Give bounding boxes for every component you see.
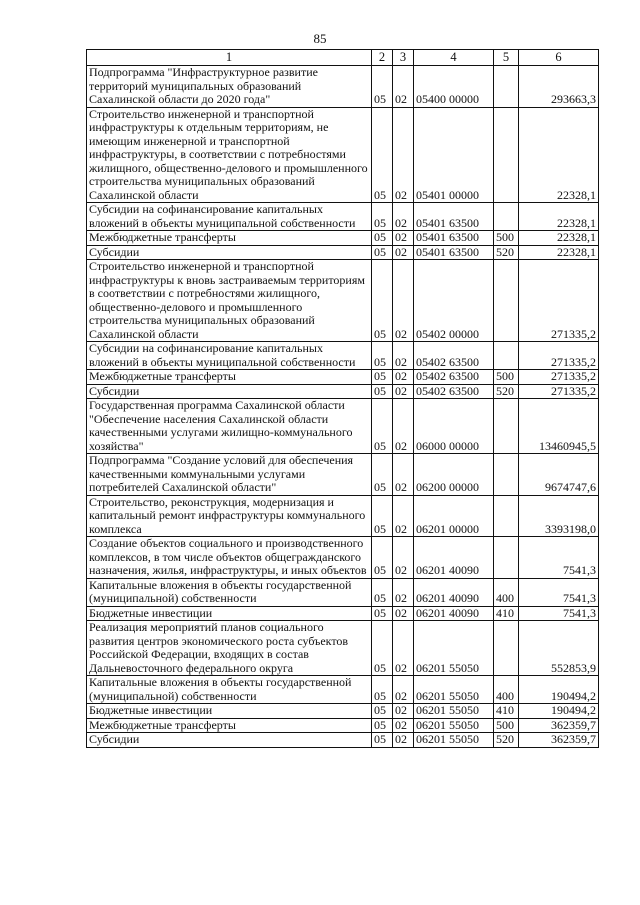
row-target-article-code: 05402 00000 (414, 260, 494, 342)
row-section-code: 05 (372, 578, 393, 606)
table-row (87, 537, 599, 579)
row-description: Создание объектов социального и производственного комплексов, в том числе объектов общегражданского назначения, жилья, инфраструктуры, и иных объектов (87, 537, 372, 579)
row-section-code: 05 (372, 107, 393, 203)
row-description: Межбюджетные трансферты (87, 231, 372, 246)
row-target-article-code: 05402 63500 (414, 342, 494, 370)
row-target-article-code: 06201 40090 (414, 606, 494, 621)
table-row (87, 231, 599, 246)
row-subsection-code: 02 (393, 718, 414, 733)
row-expense-type-code: 500 (494, 231, 519, 246)
row-target-article-code: 06201 55050 (414, 621, 494, 676)
table-row (87, 342, 599, 370)
column-header-5: 5 (494, 50, 519, 66)
row-target-article-code: 06201 55050 (414, 718, 494, 733)
row-description: Капитальные вложения в объекты государственной (муниципальной) собственности (87, 578, 372, 606)
row-target-article-code: 06201 40090 (414, 537, 494, 579)
row-section-code: 05 (372, 733, 393, 748)
row-amount: 9674747,6 (519, 454, 599, 496)
row-section-code: 05 (372, 66, 393, 108)
row-expense-type-code (494, 260, 519, 342)
row-section-code: 05 (372, 606, 393, 621)
budget-table (86, 49, 599, 748)
row-amount: 190494,2 (519, 704, 599, 719)
row-section-code: 05 (372, 245, 393, 260)
row-section-code: 05 (372, 203, 393, 231)
table-row (87, 454, 599, 496)
table-row (87, 704, 599, 719)
row-section-code: 05 (372, 454, 393, 496)
row-expense-type-code: 400 (494, 578, 519, 606)
row-section-code: 05 (372, 231, 393, 246)
column-header-4: 4 (414, 50, 494, 66)
row-expense-type-code (494, 66, 519, 108)
table-row (87, 370, 599, 385)
row-subsection-code: 02 (393, 107, 414, 203)
row-section-code: 05 (372, 384, 393, 399)
row-description: Бюджетные инвестиции (87, 606, 372, 621)
row-amount: 190494,2 (519, 676, 599, 704)
row-amount: 7541,3 (519, 578, 599, 606)
row-subsection-code: 02 (393, 704, 414, 719)
row-target-article-code: 05401 00000 (414, 107, 494, 203)
table-row (87, 718, 599, 733)
row-expense-type-code: 410 (494, 704, 519, 719)
table-row (87, 578, 599, 606)
row-expense-type-code: 500 (494, 370, 519, 385)
row-subsection-code: 02 (393, 733, 414, 748)
row-subsection-code: 02 (393, 606, 414, 621)
row-expense-type-code (494, 203, 519, 231)
row-section-code: 05 (372, 621, 393, 676)
row-amount: 22328,1 (519, 245, 599, 260)
row-target-article-code: 06201 00000 (414, 495, 494, 537)
row-amount: 22328,1 (519, 231, 599, 246)
row-subsection-code: 02 (393, 342, 414, 370)
row-target-article-code: 06201 55050 (414, 676, 494, 704)
row-section-code: 05 (372, 537, 393, 579)
row-description: Межбюджетные трансферты (87, 370, 372, 385)
column-header-3: 3 (393, 50, 414, 66)
row-target-article-code: 05401 63500 (414, 245, 494, 260)
row-description: Субсидии (87, 384, 372, 399)
column-header-2: 2 (372, 50, 393, 66)
row-target-article-code: 05401 63500 (414, 203, 494, 231)
row-expense-type-code (494, 454, 519, 496)
row-target-article-code: 05402 63500 (414, 384, 494, 399)
row-description: Капитальные вложения в объекты государственной (муниципальной) собственности (87, 676, 372, 704)
table-row (87, 399, 599, 454)
row-subsection-code: 02 (393, 203, 414, 231)
row-amount: 7541,3 (519, 606, 599, 621)
row-target-article-code: 05400 00000 (414, 66, 494, 108)
row-subsection-code: 02 (393, 676, 414, 704)
column-header-1: 1 (87, 50, 372, 66)
row-expense-type-code: 520 (494, 245, 519, 260)
row-target-article-code: 06201 55050 (414, 733, 494, 748)
table-header-row (87, 50, 599, 66)
row-subsection-code: 02 (393, 621, 414, 676)
row-section-code: 05 (372, 370, 393, 385)
row-target-article-code: 06200 00000 (414, 454, 494, 496)
row-subsection-code: 02 (393, 399, 414, 454)
row-amount: 271335,2 (519, 260, 599, 342)
row-description: Подпрограмма "Создание условий для обеспечения качественными коммунальными услугами потребителей Сахалинской области" (87, 454, 372, 496)
row-section-code: 05 (372, 260, 393, 342)
row-target-article-code: 06201 40090 (414, 578, 494, 606)
row-expense-type-code: 500 (494, 718, 519, 733)
table-row (87, 245, 599, 260)
row-amount: 22328,1 (519, 107, 599, 203)
row-expense-type-code: 520 (494, 733, 519, 748)
row-description: Подпрограмма "Инфраструктурное развитие территорий муниципальных образований Сахалинской области до 2020 года" (87, 66, 372, 108)
row-amount: 362359,7 (519, 718, 599, 733)
row-expense-type-code: 520 (494, 384, 519, 399)
row-section-code: 05 (372, 704, 393, 719)
row-section-code: 05 (372, 676, 393, 704)
row-subsection-code: 02 (393, 370, 414, 385)
row-expense-type-code: 400 (494, 676, 519, 704)
row-expense-type-code (494, 621, 519, 676)
row-subsection-code: 02 (393, 495, 414, 537)
row-description: Бюджетные инвестиции (87, 704, 372, 719)
row-amount: 7541,3 (519, 537, 599, 579)
row-section-code: 05 (372, 342, 393, 370)
row-description: Субсидии на софинансирование капитальных вложений в объекты муниципальной собственности (87, 342, 372, 370)
row-subsection-code: 02 (393, 454, 414, 496)
row-description: Субсидии (87, 733, 372, 748)
row-amount: 552853,9 (519, 621, 599, 676)
row-amount: 271335,2 (519, 342, 599, 370)
row-section-code: 05 (372, 718, 393, 733)
row-description: Реализация мероприятий планов социального развития центров экономического роста субъектов Российской Федерации, входящих в состав Дальневосточного федерального округа (87, 621, 372, 676)
table-row (87, 384, 599, 399)
row-expense-type-code (494, 399, 519, 454)
row-description: Строительство, реконструкция, модернизация и капитальный ремонт инфраструктуры коммунального комплекса (87, 495, 372, 537)
row-description: Строительство инженерной и транспортной инфраструктуры к вновь застраиваемым территориям в соответствии с потребностями жилищного, общественно-делового и промышленного строительства муниципальных образований Сахалинской области (87, 260, 372, 342)
row-expense-type-code (494, 495, 519, 537)
page-number: 85 (313, 31, 327, 46)
row-section-code: 05 (372, 495, 393, 537)
table-row (87, 676, 599, 704)
row-target-article-code: 06201 55050 (414, 704, 494, 719)
table-row (87, 203, 599, 231)
row-expense-type-code (494, 537, 519, 579)
row-amount: 362359,7 (519, 733, 599, 748)
table-row (87, 733, 599, 748)
row-amount: 293663,3 (519, 66, 599, 108)
row-description: Субсидии на софинансирование капитальных вложений в объекты муниципальной собственности (87, 203, 372, 231)
row-target-article-code: 05402 63500 (414, 370, 494, 385)
row-description: Субсидии (87, 245, 372, 260)
row-section-code: 05 (372, 399, 393, 454)
table-row (87, 621, 599, 676)
row-amount: 13460945,5 (519, 399, 599, 454)
row-expense-type-code (494, 107, 519, 203)
row-amount: 22328,1 (519, 203, 599, 231)
row-expense-type-code: 410 (494, 606, 519, 621)
row-target-article-code: 05401 63500 (414, 231, 494, 246)
table-row (87, 66, 599, 108)
row-subsection-code: 02 (393, 231, 414, 246)
row-amount: 271335,2 (519, 370, 599, 385)
table-row (87, 606, 599, 621)
table-row (87, 107, 599, 203)
row-description: Строительство инженерной и транспортной инфраструктуры к отдельным территориям, не имеющим инженерной и транспортной инфраструктуры, в соответствии с потребностями жилищного, общественно-делового и промышленного строительства муниципальных образований Сахалинской области (87, 107, 372, 203)
row-target-article-code: 06000 00000 (414, 399, 494, 454)
row-subsection-code: 02 (393, 537, 414, 579)
row-subsection-code: 02 (393, 245, 414, 260)
table-row (87, 495, 599, 537)
row-expense-type-code (494, 342, 519, 370)
row-amount: 3393198,0 (519, 495, 599, 537)
row-subsection-code: 02 (393, 578, 414, 606)
row-description: Государственная программа Сахалинской области "Обеспечение населения Сахалинской области качественными услугами жилищно-коммунального хозяйства" (87, 399, 372, 454)
row-subsection-code: 02 (393, 66, 414, 108)
row-amount: 271335,2 (519, 384, 599, 399)
row-description: Межбюджетные трансферты (87, 718, 372, 733)
column-header-6: 6 (519, 50, 599, 66)
row-subsection-code: 02 (393, 384, 414, 399)
row-subsection-code: 02 (393, 260, 414, 342)
table-row (87, 260, 599, 342)
